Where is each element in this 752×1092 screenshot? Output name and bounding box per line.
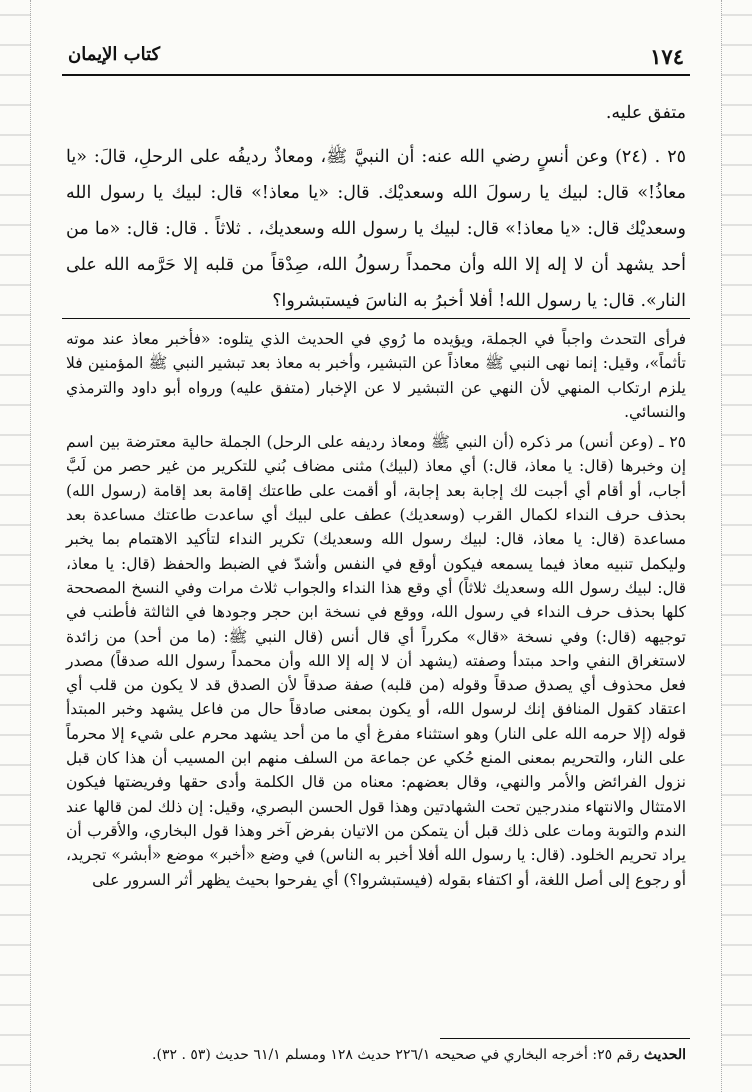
footnote-text: رقم ٢٥: أخرجه البخاري في صحيحه ٢٢٦/١ حديث ١٢٨ ومسلم ٦١/١ حديث (٥٣ . ٣٢). <box>152 1047 640 1063</box>
footnote-divider <box>440 1038 690 1039</box>
section-divider <box>62 318 690 319</box>
page-header <box>62 40 690 76</box>
left-page-edge <box>0 0 31 1092</box>
book-page <box>62 0 690 1092</box>
footnote-label: الحديث <box>643 1047 686 1063</box>
hadith-25-text: ٢٥ . (٢٤) وعن أنسٍ رضي الله عنه: أن النبيَّ ﷺ، ومعاذٌ رديفُه على الرحلِ، قالَ: «يا معاذُ!» قال: لبيك يا رسولَ الله وسعديْك. قال: «يا معاذ!» قال: لبيك يا رسول الله وسعديْك قال: «يا معاذ!» قال: لبيك يا رسول الله وسعديك، . ثلاثاً . قال: قال: «ما من أحد يشهد أن لا إله إلا الله وأن محمداً رسولُ الله، صِدْقاً من قلبه إلا حَرَّمه الله على النار». قال: يا رسول الله! أفلا أخبرُ به الناسَ فيستبشروا؟ <box>66 147 686 311</box>
commentary <box>66 327 686 892</box>
main-text <box>66 95 686 319</box>
previous-hadith-ending: متفق عليه. <box>605 103 686 123</box>
commentary-paragraph-2: ٢٥ ـ (وعن أنس) مر ذكره (أن النبي ﷺ ومعاذ رديفه على الرحل) الجملة حالية معترضة بين اسم إن وخبرها (قال: يا معاذ، قال:) أي معاذ (لبيك) مثنى مضاف بُني للتكرير من غير حصر من لَبَّ أجاب، أو أقام أي أجبت لك إجابة بعد إجابة، أو أقمت على طاعتك إقامة بعد إقامة (رسول الله) بحذف حرف النداء لكمال القرب (وسعديك) عطف على لبيك أي ساعدت طاعتك مساعدة بعد مساعدة (قال: يا معاذ، قال: لبيك رسول الله وسعديك) تكرير النداء لتأكيد الاهتمام بما يخبر وليكمل تنبيه معاذ فيما يسمعه فيكون أوقع في النفس وأشدّ في الضبط والحفظ (قال: يا معاذ، قال: لبيك رسول الله وسعديك ثلاثاً) أي وقع هذا النداء والجواب ثلاث مرات وفي النسخ المصححة كلها بحذف حرف النداء في رسول الله، ووقع في نسخة ابن حجر وجودها في الثالثة فأطنب في توجيهه (قال:) وفي نسخة «قال» مكرراً أي قال أنس (قال النبي ﷺ: (ما من أحد) من زائدة لاستغراق النفي واحد مبتدأ وصفته (يشهد أن لا إله إلا الله وأن محمداً رسول الله صدقاً) مصدر فعل محذوف أي يصدق صدقاً وقوله (من قلبه) صفة صدقاً لأن الصدق قد لا يكون من قلب أي اعتقاد كقول المنافق إنك لرسول الله، أو يكون بمعنى صادقاً حال من فاعل يشهد وخبر المبتدأ قوله (إلا حرمه الله على النار) وهو استثناء مفرغ أي ما من أحد يشهد محرم على شيء إلا محرماً على النار، والتحريم بمعنى المنع حُكي عن جماعة من السلف منهم ابن المسيب أن هذا كان قبل نزول الفرائض والأمر والنهي، وقال بعضهم: معناه من قال الكلمة وأدى حقها وفريضتها فيكون الامتثال والانتهاء مندرجين تحت الشهادتين وهذا قول الحسن البصري، وقيل: إن ذلك لمن قالها عند الندم والتوبة ومات على ذلك قبل أن يتمكن من الاتيان بفرض آخر وهذا قول البخاري، والأقرب أن يراد تحريم الخلود. (قال: يا رسول الله أفلا أخبر به الناس) في وضع «أخبر» موضع «أبشر» تجريد، أو رجوع إلى أصل اللغة، أو اكتفاء بقوله (فيستبشروا؟) أي يفرحوا بحيث يظهر أثر السرور على <box>66 433 686 889</box>
page-number: ١٧٤ <box>650 44 684 69</box>
commentary-paragraph-1: فرأى التحدث واجباً في الجملة، ويؤيده ما رُوي في الحديث الذي يتلوه: «فأخبر معاذ عند موته تأثماً»، وقيل: إنما نهى النبي ﷺ معاذاً عن التبشير، وأخبر به معاذ بعد تبشير النبي ﷺ المؤمنين فلا يلزم ارتكاب المنهي لأن النهي عن التبشير لا عن الإخبار (متفق عليه) ورواه أبو داود والترمذي والنسائي. <box>66 330 686 421</box>
footnote <box>66 1044 686 1066</box>
right-page-edge <box>721 0 752 1092</box>
book-title: كتاب الإيمان <box>68 44 161 65</box>
